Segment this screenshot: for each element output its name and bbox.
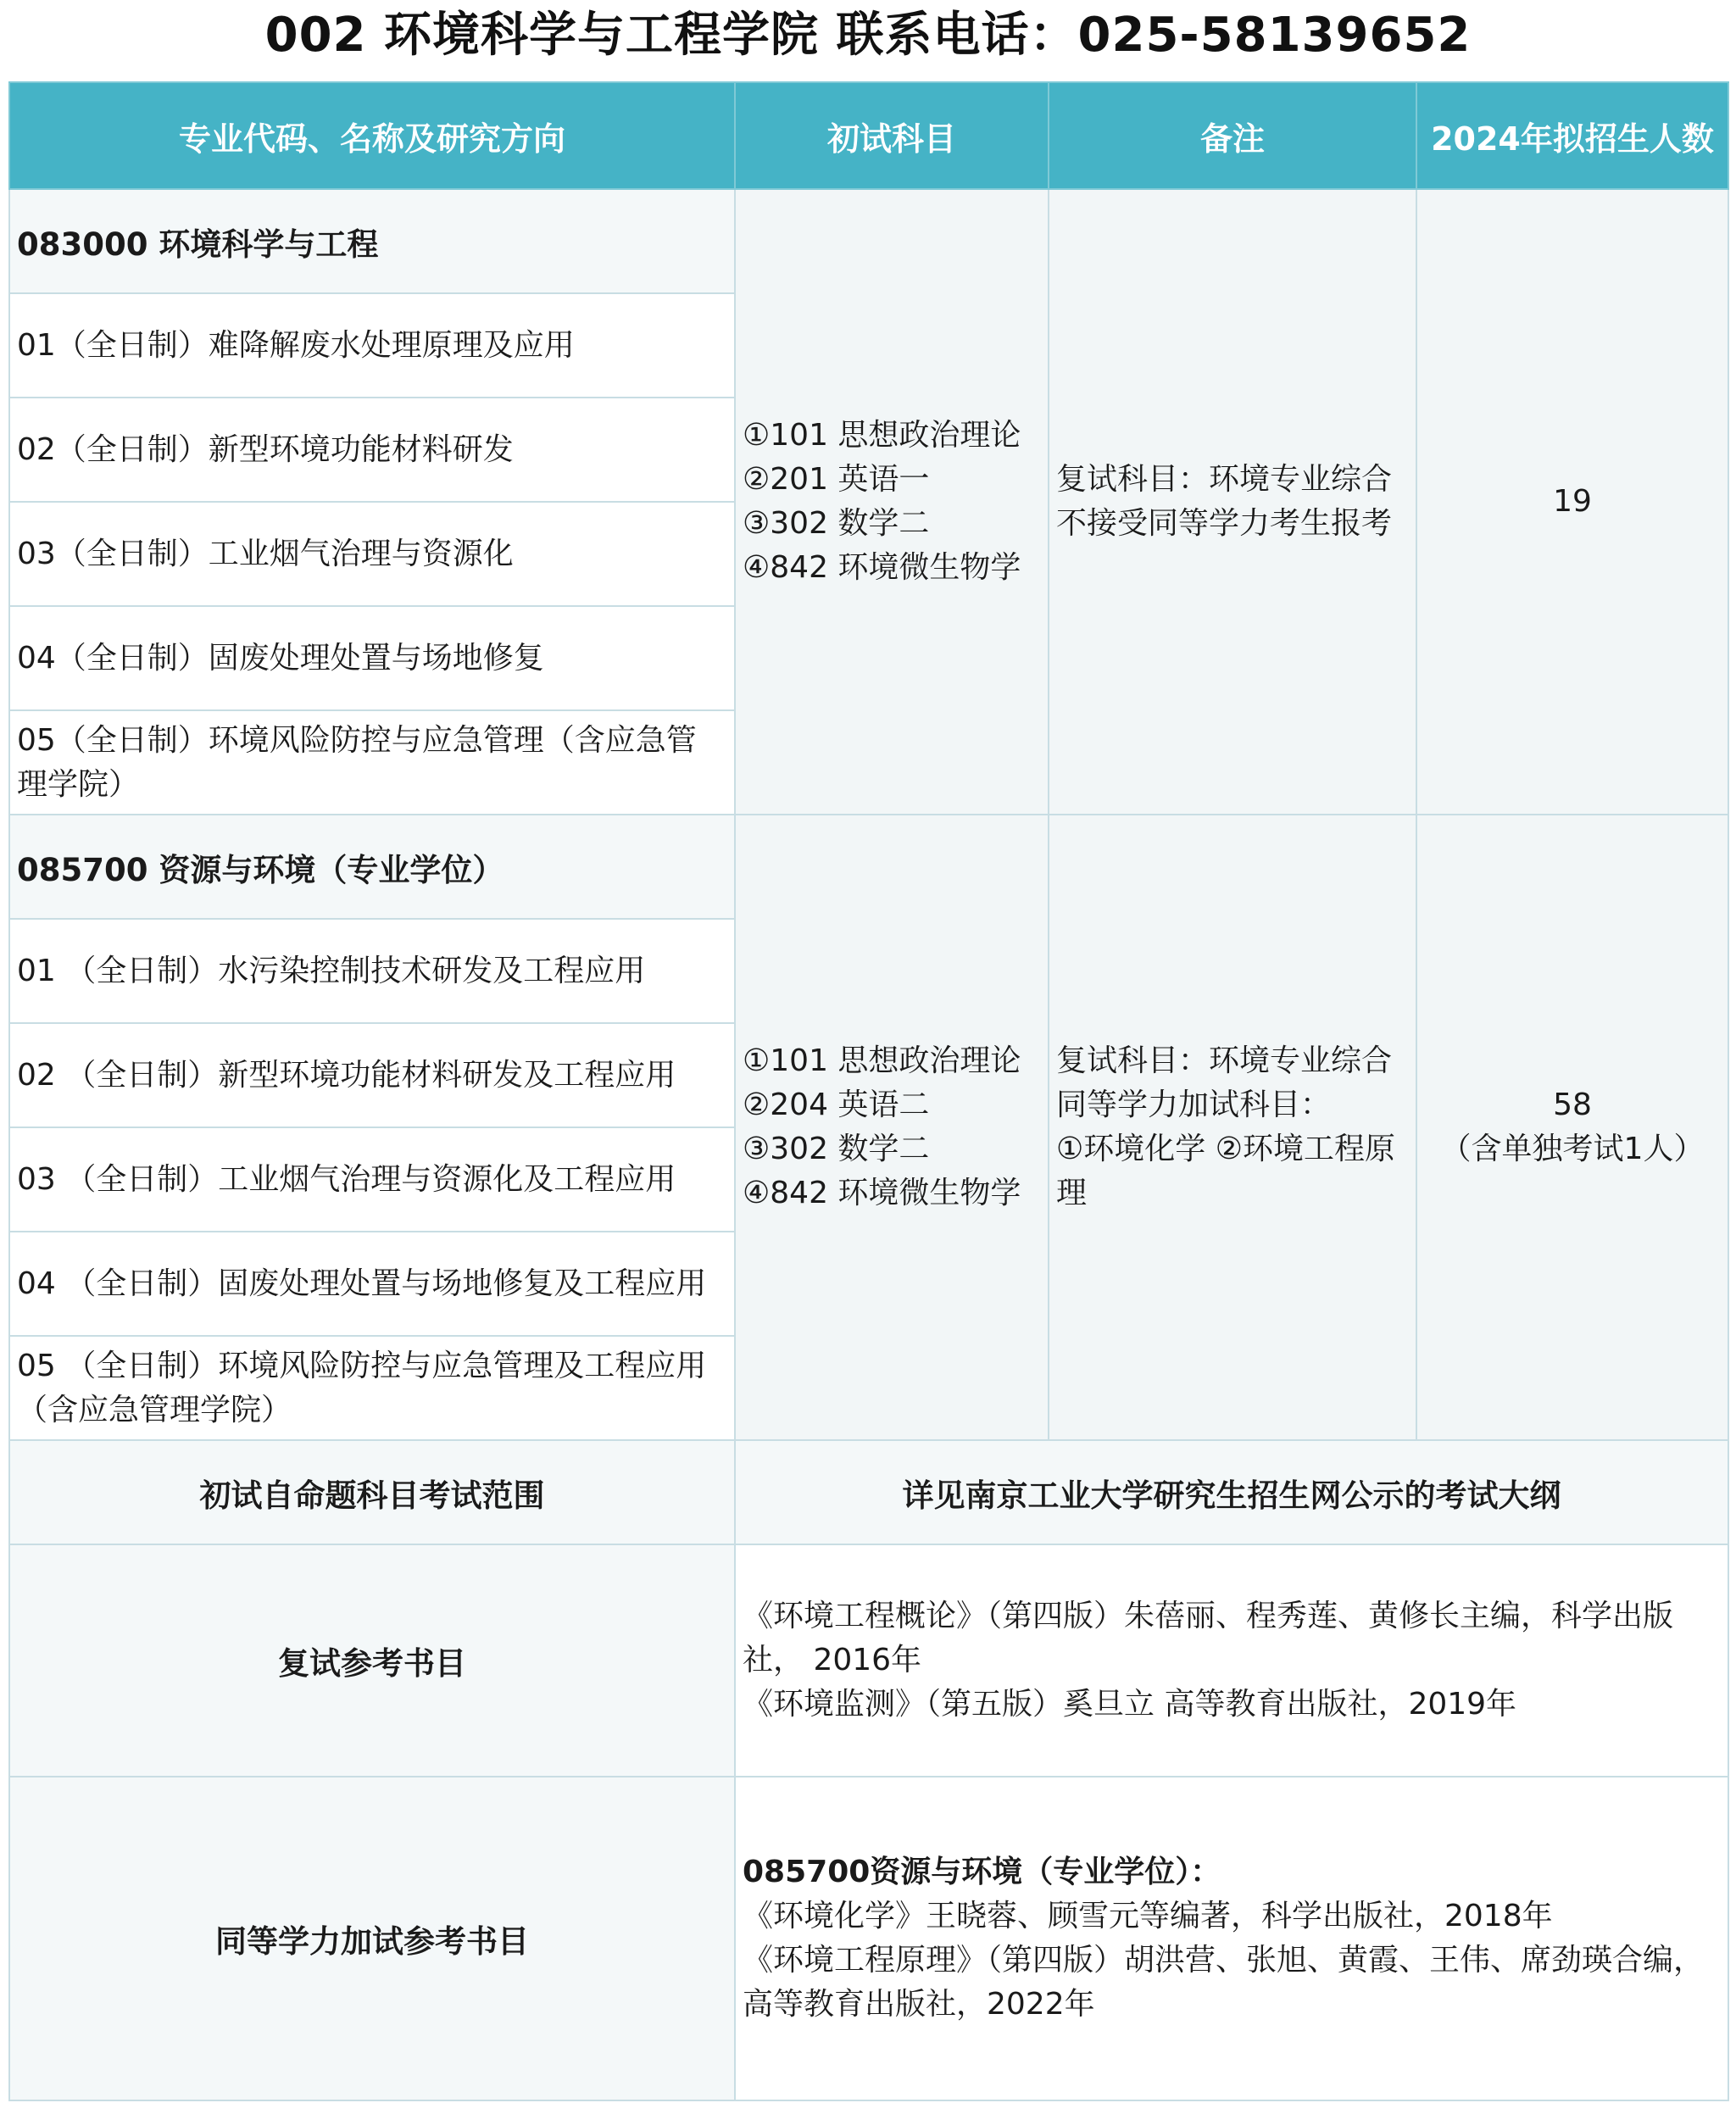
notes-cell [1049, 815, 1416, 1440]
note-line: ①环境化学 ②环境工程原理 [1056, 1132, 1395, 1210]
enrollment-note: （含单独考试1人） [1440, 1132, 1705, 1166]
exam-scope-value: 详见南京工业大学研究生招生网公示的考试大纲 [735, 1440, 1728, 1544]
note-line: 同等学力加试科目： [1056, 1088, 1332, 1122]
enrollment-count: 58 [1553, 1088, 1592, 1122]
exam-subject: ①101 思想政治理论 [743, 1043, 1021, 1078]
equiv-books-label: 同等学力加试参考书目 [9, 1777, 735, 2100]
research-direction: 02（全日制）新型环境功能材料研发 [9, 398, 735, 502]
book-entry: 《环境监测》（第五版）奚旦立 高等教育出版社，2019年 [743, 1687, 1517, 1722]
exam-subjects-cell [735, 189, 1049, 815]
header-enrollment: 2024年拟招生人数 [1416, 82, 1728, 189]
program-code-name: 083000 环境科学与工程 [9, 189, 735, 293]
research-direction: 04 （全日制）固废处理处置与场地修复及工程应用 [9, 1232, 735, 1336]
retest-books-cell [735, 1544, 1728, 1777]
program-code-name: 085700 资源与环境（专业学位） [9, 815, 735, 919]
header-notes: 备注 [1049, 82, 1416, 189]
enrollment-count: 19 [1553, 484, 1592, 519]
research-direction: 03（全日制）工业烟气治理与资源化 [9, 502, 735, 606]
note-line: 不接受同等学力考生报考 [1056, 506, 1393, 541]
table-row [9, 1440, 1728, 1544]
exam-subject: ④842 环境微生物学 [743, 1176, 1021, 1210]
table-header-row [9, 82, 1728, 189]
exam-subject: ④842 环境微生物学 [743, 550, 1021, 585]
table-row [9, 1544, 1728, 1777]
retest-books-label: 复试参考书目 [9, 1544, 735, 1777]
header-exam-subjects: 初试科目 [735, 82, 1049, 189]
exam-subject: ③302 数学二 [743, 506, 930, 541]
research-direction: 05 （全日制）环境风险防控与应急管理及工程应用（含应急管理学院） [9, 1336, 735, 1440]
research-direction: 01（全日制）难降解废水处理原理及应用 [9, 293, 735, 398]
note-line: 复试科目：环境专业综合 [1056, 462, 1393, 497]
header-major: 专业代码、名称及研究方向 [9, 82, 735, 189]
admission-table [8, 81, 1729, 2101]
research-direction: 01 （全日制）水污染控制技术研发及工程应用 [9, 919, 735, 1023]
exam-subject: ②201 英语一 [743, 462, 930, 497]
enrollment-cell [1416, 815, 1728, 1440]
equiv-books-heading: 085700资源与环境（专业学位）： [743, 1855, 1221, 1889]
table-row [9, 1777, 1728, 2100]
research-direction: 02 （全日制）新型环境功能材料研发及工程应用 [9, 1023, 735, 1127]
page-title: 002 环境科学与工程学院 联系电话：025-58139652 [264, 8, 1472, 63]
equiv-books-cell [735, 1777, 1728, 2100]
note-line: 复试科目：环境专业综合 [1056, 1043, 1393, 1078]
book-entry: 《环境工程原理》（第四版）胡洪营、张旭、黄霞、王伟、席劲瑛合编，高等教育出版社，2022年 [743, 1943, 1705, 2022]
book-entry: 《环境化学》王晓蓉、顾雪元等编著，科学出版社，2018年 [743, 1899, 1553, 1933]
exam-scope-label: 初试自命题科目考试范围 [9, 1440, 735, 1544]
research-direction: 03 （全日制）工业烟气治理与资源化及工程应用 [9, 1127, 735, 1232]
enrollment-cell [1416, 189, 1728, 815]
research-direction: 04（全日制）固废处理处置与场地修复 [9, 606, 735, 710]
exam-subject: ③302 数学二 [743, 1132, 930, 1166]
exam-subject: ②204 英语二 [743, 1088, 930, 1122]
research-direction: 05（全日制）环境风险防控与应急管理（含应急管理学院） [9, 710, 735, 815]
table-row [9, 815, 1728, 919]
notes-cell [1049, 189, 1416, 815]
table-row [9, 189, 1728, 293]
exam-subjects-cell [735, 815, 1049, 1440]
exam-subject: ①101 思想政治理论 [743, 418, 1021, 453]
book-entry: 《环境工程概论》（第四版）朱蓓丽、程秀莲、黄修长主编，科学出版社， 2016年 [743, 1599, 1674, 1677]
